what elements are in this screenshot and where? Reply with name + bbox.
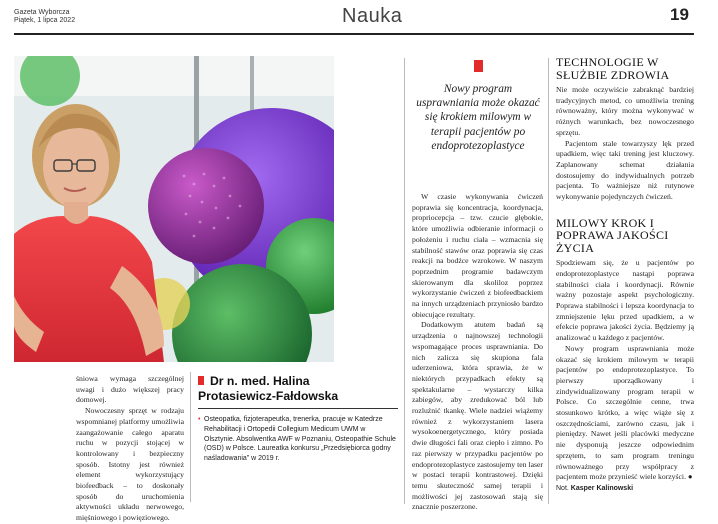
paper-name: Gazeta Wyborcza (14, 9, 70, 16)
subheading-technologie: TECHNOLOGIE W SŁUŻBIE ZDROWIA (556, 55, 670, 82)
author-rule (198, 408, 398, 409)
paragraph: Nowoczesny sprzęt w rodzaju wspomnianej platformy umożliwia zaangażowanie całego aparatu ruchu w pozycji stojącej w kontrolowany i bezpieczny sposób. Istotny jest również element wykorzystujący biofeedback – to doskonały sposób do uruchomienia aktywności układu nerwowego, mięśniowego i powięziowego. (76, 406, 184, 523)
author-name-line2: Protasiewicz-Fałdowska (198, 388, 339, 403)
paragraph: śniowa wymaga szczególnej uwagi i dużo większej pracy domowej. (76, 374, 184, 405)
left-column-text (76, 374, 184, 524)
credit-name: Kasper Kalinowski (570, 485, 634, 492)
issue-date: Piątek, 1 lipca 2022 (14, 17, 76, 24)
section-title: Nauka (342, 5, 403, 27)
right-column (556, 56, 694, 495)
bullet-icon: • (198, 416, 201, 423)
center-column-text (412, 192, 543, 513)
person-face (43, 124, 109, 208)
author-bio-block (198, 415, 398, 464)
author-bio: Osteopatka, fizjoterapeutka, trenerka, pracuje w Katedrze Rehabilitacji i Ortopedii Collegium Medicum UWM w Olsztynie. Absolwentka AWF w Poznaniu, Osteopathie Schule (OSD) w Polsce. Laureatka konkursu „Przedsiębiorca godny naśladowania” w 2019 r. (204, 416, 396, 463)
author-marker (198, 376, 204, 385)
subheading-milowy-krok: MILOWY KROK I POPRAWA JAKOŚCI ŻYCIA (556, 215, 669, 255)
paragraph: Nowy program usprawniania może okazać się krokiem milowym w terapii pacjentów po endoprotezoplastyce. To pierwszy uporządkowany i zindywidualizowany program terapii w Polsce. Co szczególnie cenne, trwa stosunkowo krótko, a więc wiąże się z oszczędnościami, zarówno czasu, jak i pieniędzy. Nawet jeśli placówki medyczne nie dysponują jeszcze odpowiednim sprzętem, to sam program treningu równoważnego przy współpracy z pacjentem może przynieść wiele korzyści. ● (556, 343, 694, 482)
header-rule (14, 33, 694, 35)
column-divider-left (190, 372, 191, 502)
lead-quote: Nowy program usprawniania może okazać się krokiem milowym w terapii pacjentów po endoprotezoplastyce (416, 83, 540, 152)
author-name-line1: Dr n. med. Halina (210, 374, 310, 388)
paragraph: Nie może oczywiście zabraknąć bardziej tradycyjnych metod, co umożliwia trening równoważny, który można wykonywać w różnych warunkach, bez nowoczesnego sprzętu. (556, 85, 694, 137)
photo-illustration (14, 56, 334, 362)
lead-marker (474, 60, 483, 72)
paragraph: Pacjentom stale towarzyszy lęk przed upadkiem, więc taki trening jest kluczowy. Zaplanowany schemat działania dostosujemy do indywidualnych potrzeb pacjenta. To ważniejsze niż rutynowe wykonywanie pojedynczych ćwiczeń. (556, 138, 694, 202)
column-divider-center (404, 58, 405, 504)
right-block-1 (556, 85, 694, 203)
column-divider-right (548, 58, 549, 504)
paragraph: W czasie wykonywania ćwiczeń poprawia się koncentracja, koordynacja, propriocepcja – tzw. czucie głębokie, które umożliwia odbieranie informacji o położeniu i ruchu ciała – wzmacnia się stabilność stawów oraz poprawia się czas reakcji na bodźce wzrokowe. W naszym poprzednim programie badawczym skierowanym dla skoliloz poprzez wykorzystanie ćwiczeń z biofeedbackiem na innych urządzeniach przyniosło bardzo obiecujące rezultaty. (412, 192, 543, 319)
paragraph: Dodatkowym atutem badań są urządzenia o najnowszej technologii wspomagające proces usprawniania. Do nich zalicza się skupiona fala uderzeniowa, która sprawia, że w niektórych przypadkach efekty są spektakularne – wystarczy kilka zabiegów, aby zredukować ból lub rozluźnić tkankę. Wiele nadziei wiążemy również z wykorzystaniem lasera wysokoenergetycznego, który posiada dwie długości fali oraz ciepło i zimno. Po raz pierwszy w przypadku pacjentów po endoprotezoplastyce zastosujemy ten laser w postaci terapii kontrastowej. Dzięki temu skuteczność samej terapii i możliwości jej zastosowań stają się znacznie poszerzone. (412, 320, 543, 512)
credit-label: Not. (556, 485, 569, 492)
paragraph: Spodziewam się, że u pacjentów po endoprotezoplastyce nastąpi poprawa stabilności ciała i koordynacji. Równie ważny pozostaje aspekt psychologiczny. Poprawa stabilności i lepsza koordynacja to zmniejszenie lęku przed upadkiem, a w efekcie poprawa jakości życia. Będziemy ją analizować u każdego z pacjentów. (556, 258, 694, 343)
author-box (198, 374, 398, 464)
article-credit (556, 484, 694, 495)
magenta-ball (148, 148, 264, 264)
page-number: 19 (670, 5, 689, 24)
right-block-2 (556, 258, 694, 483)
article-photo (14, 56, 334, 362)
